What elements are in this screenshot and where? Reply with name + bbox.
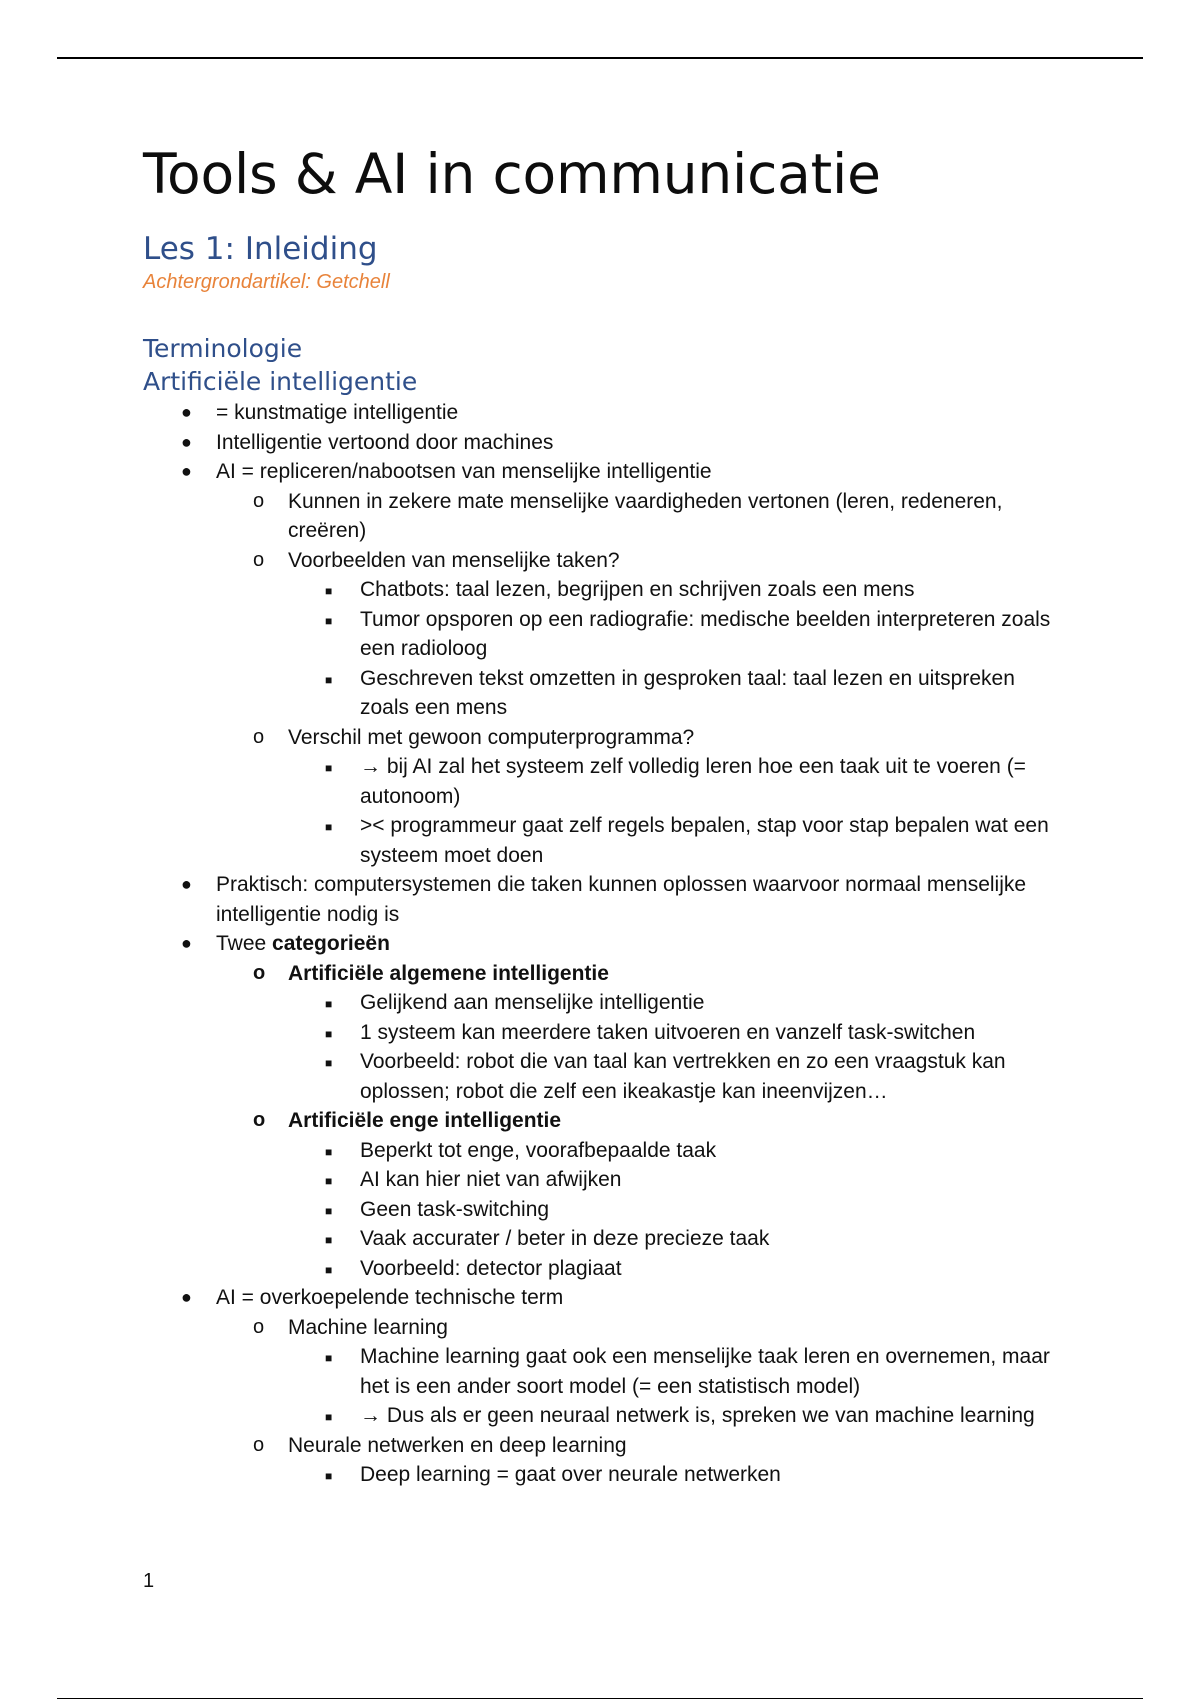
list-item: ■ Voorbeeld: detector plagiaat bbox=[143, 1254, 1063, 1284]
bullet-circle-icon: o bbox=[253, 1109, 266, 1131]
list-item: ■ 1 systeem kan meerdere taken uitvoeren en vanzelf task-switchen bbox=[143, 1018, 1063, 1048]
bullet-square-icon: ■ bbox=[325, 1026, 333, 1041]
bullet-square-icon: ■ bbox=[325, 1262, 333, 1277]
list-item: ● AI = repliceren/nabootsen van menselijke intelligentie bbox=[143, 457, 1063, 487]
subsection-heading: Artificiële intelligentie bbox=[143, 367, 418, 396]
list-item: ■ Geen task-switching bbox=[143, 1195, 1063, 1225]
bullet-square-icon: ■ bbox=[325, 584, 333, 598]
list-item: ● Twee categorieën bbox=[143, 929, 1063, 959]
bullet-circle-icon: o bbox=[253, 725, 265, 748]
list-item: o Neurale netwerken en deep learning bbox=[143, 1431, 1063, 1461]
bullet-dot-icon: ● bbox=[181, 874, 192, 894]
bullet-square-icon: ■ bbox=[325, 1144, 333, 1159]
bullet-square-icon: ■ bbox=[325, 1174, 333, 1188]
bullet-dot-icon: ● bbox=[181, 933, 192, 953]
document-body bbox=[143, 140, 1063, 1490]
bullet-square-icon: ■ bbox=[325, 1233, 333, 1247]
list-item: ● = kunstmatige intelligentie bbox=[143, 398, 1063, 428]
background-article-subtitle: Achtergrondartikel: Getchell bbox=[143, 271, 390, 293]
bullet-square-icon: ■ bbox=[325, 1203, 333, 1218]
bullet-square-icon: ■ bbox=[325, 761, 333, 775]
bullet-circle-icon: o bbox=[253, 548, 265, 571]
header-rule bbox=[57, 57, 1143, 59]
list-item: o Machine learning bbox=[143, 1313, 1063, 1343]
list-item: ● Praktisch: computersystemen die taken kunnen oplossen waarvoor normaal menselijke intelligentie nodig is bbox=[143, 870, 1063, 929]
list-item: ■ → bij AI zal het systeem zelf volledig leren hoe een taak uit te voeren (= autonoom) bbox=[325, 755, 1026, 808]
bullet-circle-icon: o bbox=[253, 961, 266, 984]
bullet-square-icon: ■ bbox=[325, 613, 333, 628]
list-item: o Verschil met gewoon computerprogramma? bbox=[143, 723, 1063, 753]
list-item: o Voorbeelden van menselijke taken? bbox=[143, 546, 1063, 576]
bullet-list bbox=[143, 398, 1063, 1490]
list-item: o Artificiële algemene intelligentie bbox=[143, 959, 1063, 989]
document-title: Tools & AI in communicatie bbox=[143, 142, 881, 206]
list-item: ■ → Dus als er geen neuraal netwerk is, spreken we van machine learning bbox=[143, 1401, 1063, 1431]
bullet-square-icon: ■ bbox=[325, 1469, 333, 1483]
bullet-dot-icon: ● bbox=[181, 461, 192, 481]
bullet-circle-icon: o bbox=[253, 1433, 265, 1456]
list-item: ■ >< programmeur gaat zelf regels bepalen, stap voor stap bepalen wat een systeem moet doen bbox=[325, 814, 1049, 867]
bullet-circle-icon: o bbox=[253, 489, 265, 512]
list-item: o Kunnen in zekere mate menselijke vaardigheden vertonen (leren, redeneren, creëren) bbox=[143, 487, 1063, 546]
page-number: 1 bbox=[143, 1570, 155, 1592]
bullet-dot-icon: ● bbox=[181, 402, 192, 422]
list-item: ● Intelligentie vertoond door machines bbox=[143, 428, 1063, 458]
section-heading: Terminologie bbox=[143, 334, 303, 363]
bullet-dot-icon: ● bbox=[181, 431, 192, 452]
list-item: ■ Vaak accurater / beter in deze precieze taak bbox=[143, 1224, 1063, 1254]
bullet-dot-icon: ● bbox=[181, 1287, 192, 1307]
list-item: ■ Gelijkend aan menselijke intelligentie bbox=[143, 988, 1063, 1018]
bullet-circle-icon: o bbox=[253, 1315, 265, 1338]
bullet-square-icon: ■ bbox=[325, 1410, 333, 1424]
bullet-square-icon: ■ bbox=[325, 820, 333, 834]
list-item: ● AI = overkoepelende technische term bbox=[143, 1283, 1063, 1313]
lesson-heading: Les 1: Inleiding bbox=[143, 231, 378, 267]
list-item: ■ Tumor opsporen op een radiografie: medische beelden interpreteren zoals een radioloog bbox=[325, 607, 1051, 660]
bullet-square-icon: ■ bbox=[325, 997, 333, 1011]
list-item: o Artificiële enge intelligentie bbox=[143, 1106, 1063, 1136]
bullet-square-icon: ■ bbox=[325, 672, 333, 687]
footer-rule bbox=[57, 1698, 1143, 1699]
list-item: ■ Machine learning gaat ook een menselijke taak leren en overnemen, maar het is een ander soort model (= een statistisch model) bbox=[325, 1345, 1050, 1398]
list-item: ■ Deep learning = gaat over neurale netwerken bbox=[143, 1460, 1063, 1490]
list-item: ■ Geschreven tekst omzetten in gesproken taal: taal lezen en uitspreken zoals een mens bbox=[325, 666, 1015, 719]
list-item: ■ AI kan hier niet van afwijken bbox=[143, 1165, 1063, 1195]
bullet-square-icon: ■ bbox=[325, 1056, 333, 1070]
list-item: ■ Voorbeeld: robot die van taal kan vertrekken en zo een vraagstuk kan oplossen; robot die zelf een ikeakastje kan ineenvijzen… bbox=[325, 1050, 1006, 1103]
list-item: ■ Chatbots: taal lezen, begrijpen en schrijven zoals een mens bbox=[143, 575, 1063, 605]
list-item: ■ Beperkt tot enge, voorafbepaalde taak bbox=[143, 1136, 1063, 1166]
bullet-square-icon: ■ bbox=[325, 1351, 333, 1365]
